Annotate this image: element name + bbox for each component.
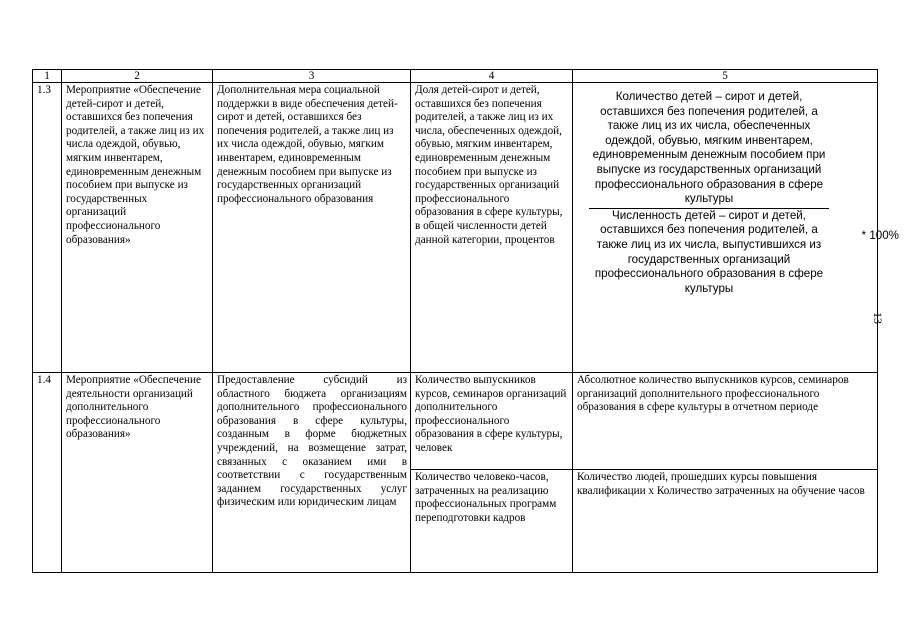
formula-cell — [573, 373, 878, 573]
formula-graduates: Абсолютное количество выпускников курсов, семинаров организаций дополнительного профессионального образования в сфере культуры в отчетном периоде — [573, 373, 877, 470]
header-cell-1: 1 — [33, 70, 62, 83]
formula-multiplier: * 100% — [861, 229, 899, 242]
indicators-table — [32, 69, 899, 573]
indicator-graduates: Количество выпускников курсов, семинаров организаций дополнительного профессионального образования в сфере культуры, человек — [411, 373, 572, 470]
table-row-1-4 — [33, 373, 878, 573]
support-cell: Дополнительная мера социальной поддержки в виде обеспечения детей-сирот и детей, оставшихся без попечения родителей, а также лиц из их числа одеждой, обувью, мягким инвентарем, единовременным денежным пособием при выпуске из государственных организаций профессионального образования — [213, 83, 411, 373]
formula-man-hours: Количество людей, прошедших курсы повышения квалификации х Количество затраченных на обучение часов — [577, 471, 865, 497]
formula-denominator: Численность детей – сирот и детей, оставшихся без попечения родителей, а также лиц из их числа, выпустившихся из государственных организаций профессионального образования в сфере культуры — [594, 208, 824, 295]
row-number: 1.3 — [33, 83, 62, 373]
table-row-1-3 — [33, 83, 878, 373]
indicator-man-hours: Количество человеко-часов, затраченных на реализацию профессиональных программ переподготовки кадров — [415, 471, 557, 524]
header-cell-3: 3 — [213, 70, 411, 83]
support-cell: Предоставление субсидий из областного бюджета организациям дополнительного профессионального образования в сфере культуры, созданным в форме бюджетных учреждений, на возмещение затрат, связанных с оказанием ими в соответствии с государственным заданием государственных услуг физическим или юридическим лицам — [213, 373, 411, 573]
row-number: 1.4 — [33, 373, 62, 573]
header-cell-2: 2 — [62, 70, 213, 83]
header-cell-4: 4 — [411, 70, 573, 83]
header-row — [33, 70, 878, 83]
indicator-cell: Доля детей-сирот и детей, оставшихся без попечения родителей, а также лиц из их числа, обеспеченных одеждой, обувью, мягким инвентарем, единовременным денежным пособием при выпуске из государственных организаций профессионального образования в сфере культуры, в общей численности детей данной категории, процентов — [411, 83, 573, 373]
header-cell-5: 5 — [573, 70, 878, 83]
indicator-cell — [411, 373, 573, 573]
fraction-formula — [589, 90, 899, 296]
formula-numerator: Количество детей – сирот и детей, оставшихся без попечения родителей, а также лиц из их числа, обеспеченных одеждой, обувью, мягким инвентарем, единовременным денежным пособием при выпуске из государственных организаций профессионального образования в сфере культуры — [592, 90, 826, 206]
measure-cell: Мероприятие «Обеспечение деятельности организаций дополнительного профессионального образования» — [62, 373, 213, 573]
page-number: 13 — [871, 312, 885, 324]
measure-cell: Мероприятие «Обеспечение детей-сирот и детей, оставшихся без попечения родителей, а также лиц из их числа одеждой, обувью, мягким инвентарем, единовременным денежным пособием при выпуске из государственных организаций профессионального образования» — [62, 83, 213, 373]
formula-cell — [573, 83, 899, 373]
